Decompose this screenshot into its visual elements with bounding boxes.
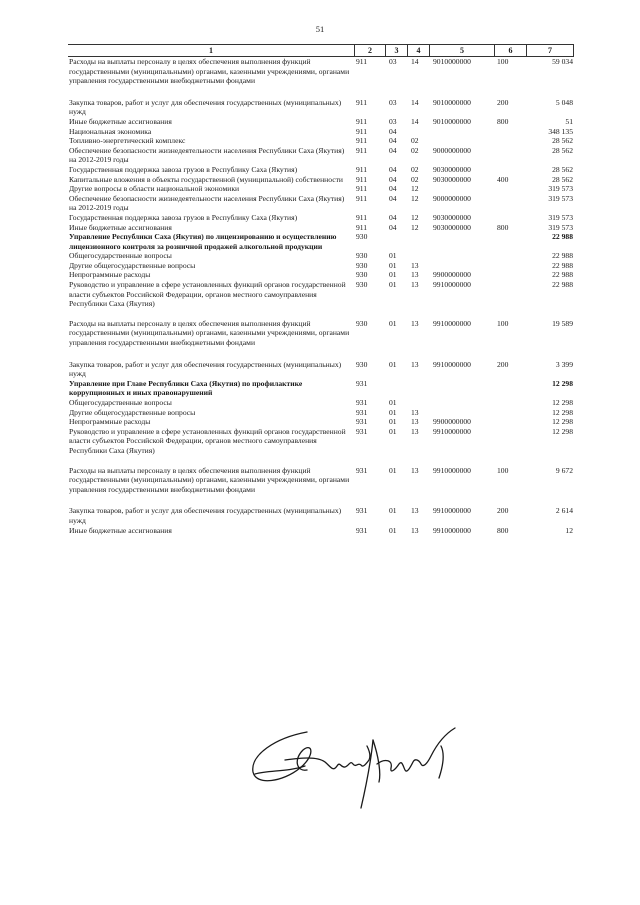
row-c5-cell: 9010000000 (433, 97, 471, 107)
row-c3-cell: 01 (389, 407, 397, 417)
row-c4-cell (407, 398, 429, 408)
row-c3-cell: 01 (389, 417, 397, 427)
row-c5-cell (429, 408, 494, 418)
row-c3-cell: 01 (389, 280, 397, 290)
row-c4-cell: 13 (411, 465, 419, 475)
row-c6-cell: 100 (497, 318, 509, 328)
table-row (68, 427, 574, 456)
row-label: Непрограммные расходы (69, 270, 151, 280)
row-c5-cell: 9030000000 (433, 212, 471, 222)
row-c4-cell: 14 (411, 116, 419, 126)
row-c4-cell: 12 (411, 212, 419, 222)
row-c6-cell (494, 213, 526, 223)
row-c3-cell: 04 (389, 184, 397, 194)
table-row (68, 360, 574, 379)
table-row (68, 270, 574, 280)
row-label: Другие вопросы в области национальной экономики (69, 184, 240, 194)
table-row (68, 506, 574, 525)
row-c5-cell: 9900000000 (433, 270, 471, 280)
column-header: 6 (494, 45, 526, 56)
row-c6-cell (494, 427, 526, 456)
table-body (68, 57, 574, 535)
row-c3-cell (385, 379, 407, 398)
row-c2-cell: 931 (356, 378, 368, 388)
row-c4-cell: 13 (411, 359, 419, 369)
row-c6-cell (494, 261, 526, 271)
row-c5-cell: 9910000000 (433, 318, 471, 328)
row-c7-cell: 12 (565, 525, 573, 535)
row-c5-cell: 9030000000 (433, 164, 471, 174)
row-c6-cell (494, 194, 526, 213)
row-label: Закупка товаров, работ и услуг для обеспечения государственных (муниципальных) нужд (69, 359, 342, 379)
table-row (68, 194, 574, 213)
row-c2-cell: 911 (356, 212, 368, 222)
row-c2-cell: 931 (356, 398, 368, 407)
row-c4-cell: 13 (411, 426, 419, 436)
row-c6-cell: 100 (497, 465, 509, 475)
row-c4-cell (407, 379, 429, 398)
row-c6-cell (494, 408, 526, 418)
row-c4-cell: 14 (411, 97, 419, 107)
table-row (68, 127, 574, 137)
row-c6-cell: 100 (497, 57, 509, 66)
row-c6-cell (494, 184, 526, 194)
row-c5-cell (429, 127, 494, 137)
table-row (68, 379, 574, 398)
row-c5-cell: 9030000000 (433, 222, 471, 232)
row-c2-cell: 931 (356, 426, 368, 436)
row-c3-cell: 03 (389, 116, 397, 126)
column-header: 3 (385, 45, 407, 56)
row-label: Иные бюджетные ассигнования (69, 525, 172, 535)
row-c6-cell (494, 127, 526, 137)
row-c6-cell: 800 (497, 525, 509, 535)
row-c7-cell: 22 988 (552, 270, 573, 280)
row-c3-cell: 04 (389, 136, 397, 146)
row-c6-cell (494, 165, 526, 175)
row-c7-cell: 12 298 (552, 398, 573, 407)
table-row (68, 136, 574, 146)
row-c4-cell: 02 (411, 164, 419, 174)
row-c6-cell (494, 417, 526, 427)
row-c6-cell (494, 136, 526, 146)
row-c3-cell: 04 (389, 174, 397, 184)
table-row (68, 261, 574, 271)
column-header: 1 (209, 46, 213, 55)
row-c3-cell: 01 (389, 465, 397, 475)
row-c6-cell: 200 (497, 97, 509, 107)
row-c2-cell: 930 (356, 232, 368, 242)
row-c7-cell: 3 399 (555, 359, 573, 369)
row-c4-cell (407, 232, 429, 251)
row-c2-cell: 911 (356, 116, 368, 126)
table-row (68, 213, 574, 223)
row-label: Закупка товаров, работ и услуг для обеспечения государственных (муниципальных) нужд (69, 506, 342, 525)
row-c2-cell: 931 (356, 525, 368, 535)
row-c3-cell: 04 (389, 193, 397, 203)
row-c3-cell: 04 (389, 145, 397, 155)
table-row (68, 526, 574, 536)
row-c3-cell: 01 (389, 426, 397, 436)
row-c2-cell: 911 (356, 193, 368, 203)
row-c2-cell: 931 (356, 465, 368, 475)
row-c7-cell: 59 034 (552, 57, 573, 66)
row-c5-cell (429, 232, 494, 251)
row-c6-cell (494, 280, 526, 309)
row-c2-cell: 911 (356, 174, 368, 184)
row-c2-cell: 931 (356, 417, 368, 427)
row-c2-cell: 911 (356, 222, 368, 232)
row-c5-cell: 9910000000 (433, 525, 471, 535)
row-c7-cell: 12 298 (552, 407, 573, 417)
row-c7-cell: 22 988 (552, 280, 573, 290)
row-c6-cell: 200 (497, 506, 509, 516)
row-c7-cell: 22 988 (552, 260, 573, 270)
row-c3-cell: 03 (389, 97, 397, 107)
row-c6-cell: 800 (497, 222, 509, 232)
column-header: 5 (429, 45, 494, 56)
row-c2-cell: 930 (356, 260, 368, 270)
row-label: Управление при Главе Республики Саха (Якутия) по профилактике коррупционных и иных правонарушений (69, 378, 303, 398)
row-label: Общегосударственные вопросы (69, 251, 172, 261)
row-c7-cell: 319 573 (548, 222, 573, 232)
table-row (68, 417, 574, 427)
table-row (68, 57, 574, 86)
row-c5-cell: 9910000000 (433, 465, 471, 475)
table-row (68, 146, 574, 165)
row-c3-cell: 04 (389, 164, 397, 174)
row-c5-cell (429, 379, 494, 398)
row-c2-cell: 911 (356, 57, 368, 66)
row-c7-cell: 348 135 (548, 126, 573, 136)
row-c3-cell: 01 (389, 251, 397, 261)
row-c2-cell: 911 (356, 136, 368, 146)
row-c5-cell: 9900000000 (433, 417, 471, 427)
row-label: Непрограммные расходы (69, 417, 151, 427)
row-label: Обеспечение безопасности жизнедеятельности населения Республики Саха (Якутия) на 2012-2019 годы (69, 193, 345, 213)
row-c7-cell: 12 298 (552, 417, 573, 427)
budget-table (68, 44, 574, 535)
row-label: Топливно-энергетический комплекс (69, 136, 186, 146)
row-label: Руководство и управление в сфере установленных функций органов государственной власти субъектов Российской Федерации, органов местного самоуправления Республики Саха (Якутия) (69, 426, 346, 455)
table-row (68, 280, 574, 309)
row-c6-cell (494, 232, 526, 251)
row-c7-cell: 12 298 (552, 426, 573, 436)
row-label: Расходы на выплаты персоналу в целях обеспечения выполнения функций государственными (муниципальными) органами, казенными учреждениями, органами управления государственными внебюджетными фондами (69, 57, 350, 86)
row-c7-cell: 5 048 (555, 97, 573, 107)
table-row (68, 251, 574, 261)
row-c4-cell: 13 (411, 525, 419, 535)
row-label: Государственная поддержка завоза грузов в Республику Саха (Якутия) (69, 212, 298, 222)
row-label: Обеспечение безопасности жизнедеятельности населения Республики Саха (Якутия) на 2012-2019 годы (69, 145, 345, 165)
row-c3-cell: 04 (389, 222, 397, 232)
row-c5-cell (429, 251, 494, 261)
row-c7-cell: 9 672 (555, 465, 573, 475)
table-row (68, 398, 574, 408)
row-c4-cell: 13 (411, 417, 419, 427)
row-label: Капитальные вложения в объекты государственной (муниципальной) собственности (69, 174, 343, 184)
row-c4-cell (407, 251, 429, 261)
row-c7-cell: 28 562 (552, 164, 573, 174)
row-c2-cell: 931 (356, 506, 368, 516)
row-c6-cell: 200 (497, 359, 509, 369)
row-c3-cell: 01 (389, 398, 397, 407)
row-c3-cell: 04 (389, 212, 397, 222)
row-c5-cell (429, 136, 494, 146)
row-c7-cell: 28 562 (552, 145, 573, 155)
row-c7-cell: 319 573 (548, 184, 573, 194)
row-c6-cell: 800 (497, 116, 509, 126)
row-c3-cell: 03 (389, 57, 397, 66)
row-c7-cell: 319 573 (548, 193, 573, 203)
row-c4-cell: 12 (411, 222, 419, 232)
row-label: Другие общегосударственные вопросы (69, 260, 196, 270)
table-row (68, 117, 574, 127)
row-c4-cell (407, 127, 429, 137)
row-c7-cell: 51 (565, 116, 573, 126)
row-c4-cell: 13 (411, 270, 419, 280)
row-c5-cell: 9030000000 (433, 174, 471, 184)
row-c2-cell: 930 (356, 270, 368, 280)
table-header (68, 44, 574, 57)
row-c3-cell: 04 (389, 126, 397, 136)
table-row (68, 466, 574, 495)
column-header: 7 (526, 45, 574, 56)
row-label: Иные бюджетные ассигнования (69, 116, 172, 126)
row-c7-cell: 2 614 (555, 506, 573, 516)
row-c4-cell: 13 (411, 280, 419, 290)
table-row (68, 232, 574, 251)
row-c2-cell: 930 (356, 318, 368, 328)
row-label: Расходы на выплаты персоналу в целях обеспечения выполнения функций государственными (муниципальными) органами, казенными учреждениями, органами управления государственными внебюджетными фондами (69, 465, 350, 494)
row-label: Национальная экономика (69, 126, 152, 136)
row-c5-cell (429, 184, 494, 194)
row-c5-cell: 9010000000 (433, 116, 471, 126)
row-label: Закупка товаров, работ и услуг для обеспечения государственных (муниципальных) нужд (69, 97, 342, 117)
row-c7-cell: 28 562 (552, 174, 573, 184)
row-c3-cell: 01 (389, 318, 397, 328)
row-c5-cell: 9910000000 (433, 426, 471, 436)
column-header: 2 (354, 45, 385, 56)
column-header: 4 (407, 45, 429, 56)
table-row (68, 165, 574, 175)
table-row (68, 408, 574, 418)
row-label: Руководство и управление в сфере установленных функций органов государственной власти субъектов Российской Федерации, органов местного самоуправления Республики Саха (Якутия) (69, 280, 346, 309)
row-c5-cell: 9000000000 (433, 193, 471, 203)
signature-image (245, 720, 475, 830)
row-c7-cell: 19 589 (552, 318, 573, 328)
row-c4-cell: 13 (411, 260, 419, 270)
row-c4-cell: 02 (411, 136, 419, 146)
row-c5-cell: 9010000000 (433, 57, 471, 66)
table-row (68, 98, 574, 117)
table-row (68, 223, 574, 233)
row-c4-cell: 14 (411, 57, 419, 66)
row-c7-cell: 28 562 (552, 136, 573, 146)
table-row (68, 319, 574, 348)
row-label: Иные бюджетные ассигнования (69, 222, 172, 232)
row-c2-cell: 931 (356, 407, 368, 417)
row-c5-cell: 9910000000 (433, 506, 471, 516)
row-label: Общегосударственные вопросы (69, 398, 172, 407)
row-c6-cell (494, 146, 526, 165)
row-c6-cell (494, 270, 526, 280)
row-c2-cell: 911 (356, 164, 368, 174)
row-c5-cell: 9910000000 (433, 359, 471, 369)
page-number: 51 (315, 24, 325, 34)
row-c6-cell (494, 251, 526, 261)
row-c4-cell: 02 (411, 145, 419, 155)
row-c4-cell: 13 (411, 506, 419, 516)
row-c2-cell: 930 (356, 280, 368, 290)
row-c2-cell: 930 (356, 251, 368, 261)
row-c2-cell: 911 (356, 97, 368, 107)
row-c3-cell: 01 (389, 359, 397, 369)
row-c7-cell: 22 988 (552, 251, 573, 261)
row-c7-cell: 22 988 (552, 232, 573, 242)
row-c6-cell (494, 398, 526, 408)
row-c5-cell: 9000000000 (433, 145, 471, 155)
row-c2-cell: 930 (356, 359, 368, 369)
row-label: Другие общегосударственные вопросы (69, 407, 196, 417)
row-label: Государственная поддержка завоза грузов в Республику Саха (Якутия) (69, 164, 298, 174)
row-c7-cell: 12 298 (552, 378, 573, 388)
table-row (68, 184, 574, 194)
row-c2-cell: 911 (356, 145, 368, 155)
row-c3-cell: 01 (389, 525, 397, 535)
row-c5-cell (429, 398, 494, 408)
row-c3-cell (385, 232, 407, 251)
row-c4-cell: 13 (411, 407, 419, 417)
row-label: Управление Республики Саха (Якутия) по лицензированию и осуществлению лицензионного контроля за розничной продажей алкогольной продукции (69, 232, 337, 251)
row-c6-cell (494, 379, 526, 398)
row-c3-cell: 01 (389, 506, 397, 516)
row-c3-cell: 01 (389, 260, 397, 270)
row-c4-cell: 02 (411, 174, 419, 184)
row-c7-cell: 319 573 (548, 212, 573, 222)
row-c5-cell: 9910000000 (433, 280, 471, 290)
row-c4-cell: 12 (411, 193, 419, 203)
row-c4-cell: 12 (411, 184, 419, 194)
row-label: Расходы на выплаты персоналу в целях обеспечения выполнения функций государственными (муниципальными) органами, казенными учреждениями, органами управления государственными внебюджетными фондами (69, 318, 350, 348)
row-c5-cell (429, 261, 494, 271)
row-c4-cell: 13 (411, 318, 419, 328)
row-c6-cell: 400 (497, 174, 509, 184)
row-c3-cell: 01 (389, 270, 397, 280)
row-c2-cell: 911 (356, 126, 368, 136)
table-row (68, 175, 574, 185)
row-c2-cell: 911 (356, 184, 368, 194)
